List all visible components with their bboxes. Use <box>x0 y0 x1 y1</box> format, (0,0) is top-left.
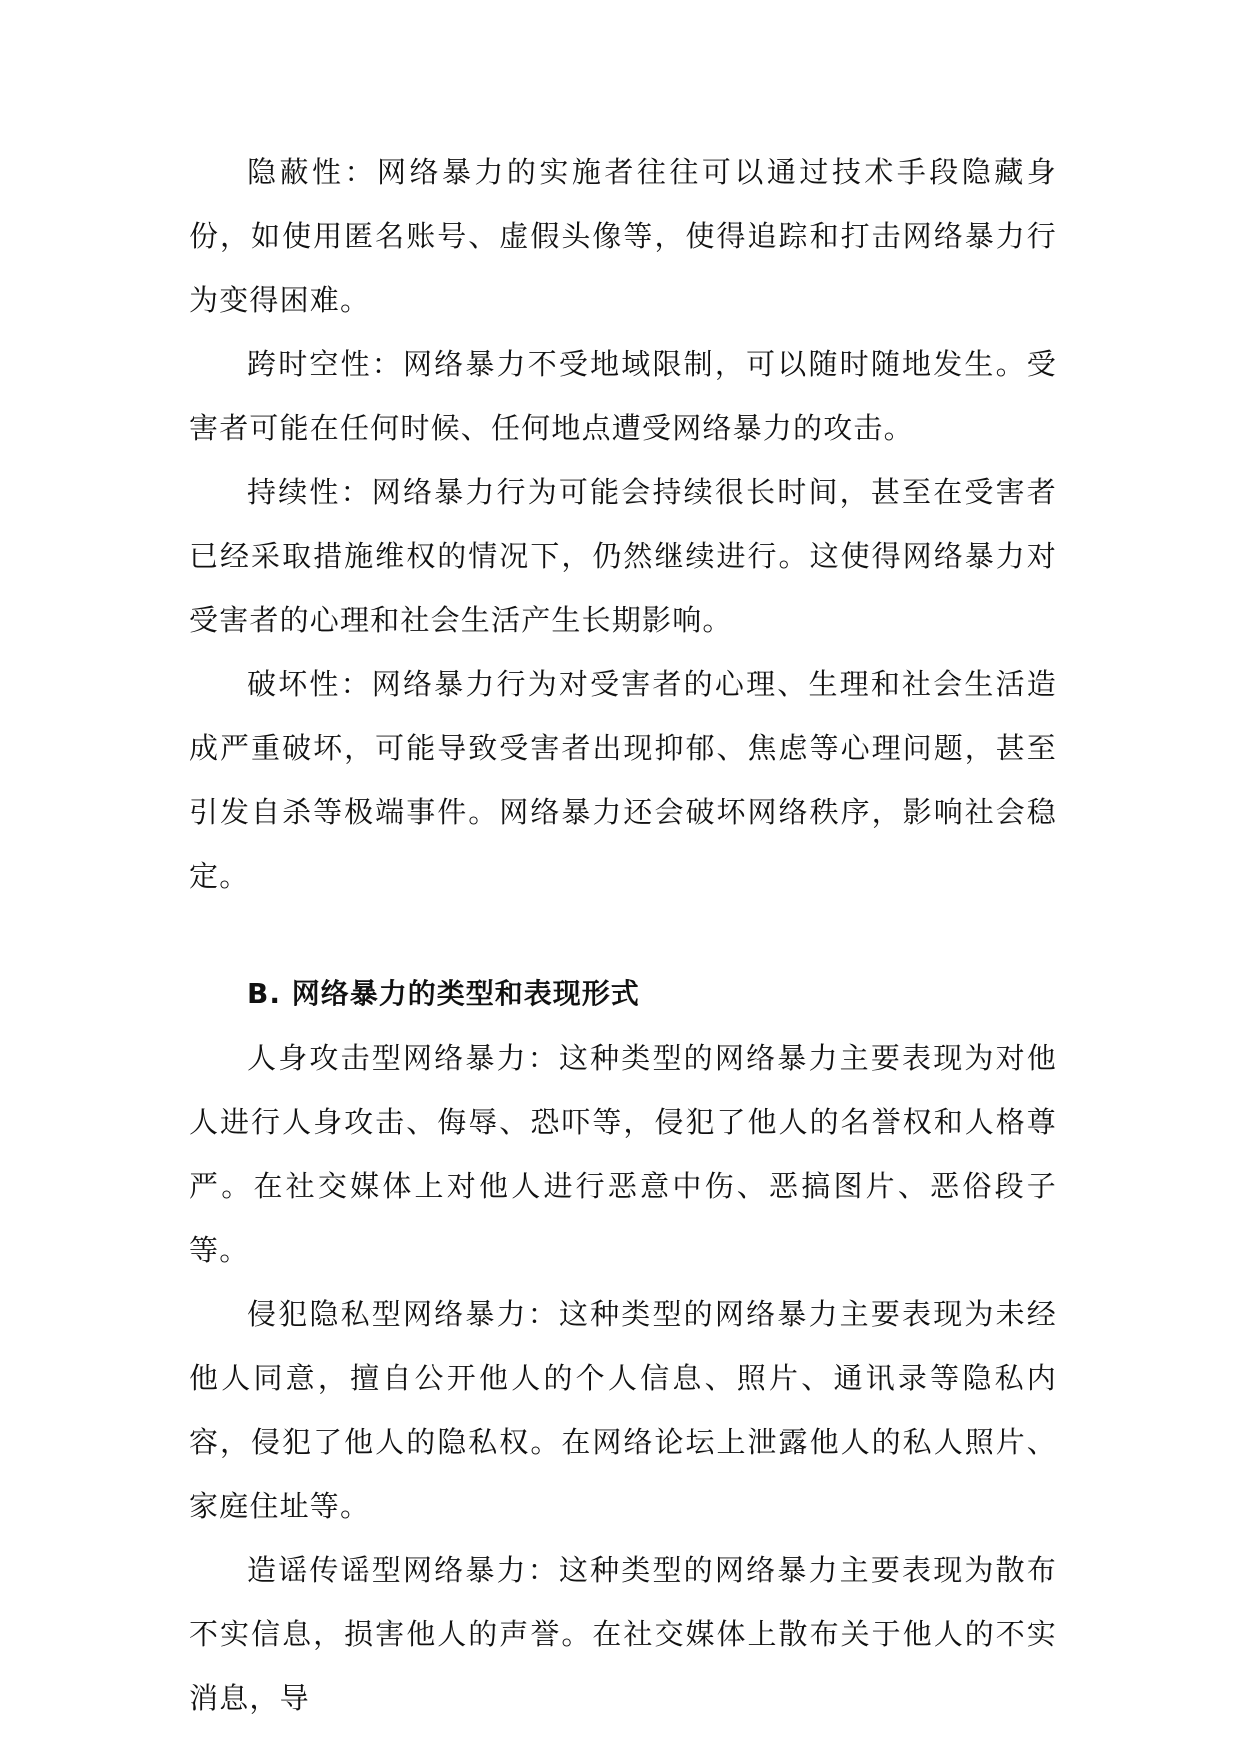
paragraph-privacy-violation: 侵犯隐私型网络暴力：这种类型的网络暴力主要表现为未经他人同意，擅自公开他人的个人信息、照片、通讯录等隐私内容，侵犯了他人的隐私权。在网络论坛上泄露他人的私人照片、家庭住址等。 <box>189 1297 1057 1523</box>
paragraph-rumor-spreading: 造谣传谣型网络暴力：这种类型的网络暴力主要表现为散布不实信息，损害他人的声誉。在社交媒体上散布关于他人的不实消息，导 <box>189 1553 1057 1715</box>
paragraph-destructiveness: 破坏性：网络暴力行为对受害者的心理、生理和社会生活造成严重破坏，可能导致受害者出现抑郁、焦虑等心理问题，甚至引发自杀等极端事件。网络暴力还会破坏网络秩序，影响社会稳定。 <box>189 667 1057 893</box>
paragraph-personal-attack: 人身攻击型网络暴力：这种类型的网络暴力主要表现为对他人进行人身攻击、侮辱、恐吓等，侵犯了他人的名誉权和人格尊严。在社交媒体上对他人进行恶意中伤、恶搞图片、恶俗段子等。 <box>189 1041 1057 1267</box>
paragraph-concealment: 隐蔽性：网络暴力的实施者往往可以通过技术手段隐藏身份，如使用匿名账号、虚假头像等，使得追踪和打击网络暴力行为变得困难。 <box>189 155 1057 317</box>
paragraph-persistence: 持续性：网络暴力行为可能会持续很长时间，甚至在受害者已经采取措施维权的情况下，仍然继续进行。这使得网络暴力对受害者的心理和社会生活产生长期影响。 <box>189 475 1057 637</box>
section-heading: B. 网络暴力的类型和表现形式 <box>247 977 640 1010</box>
document-body <box>189 140 1057 1730</box>
paragraph-cross-time-space: 跨时空性：网络暴力不受地域限制，可以随时随地发生。受害者可能在任何时候、任何地点遭受网络暴力的攻击。 <box>189 347 1057 445</box>
